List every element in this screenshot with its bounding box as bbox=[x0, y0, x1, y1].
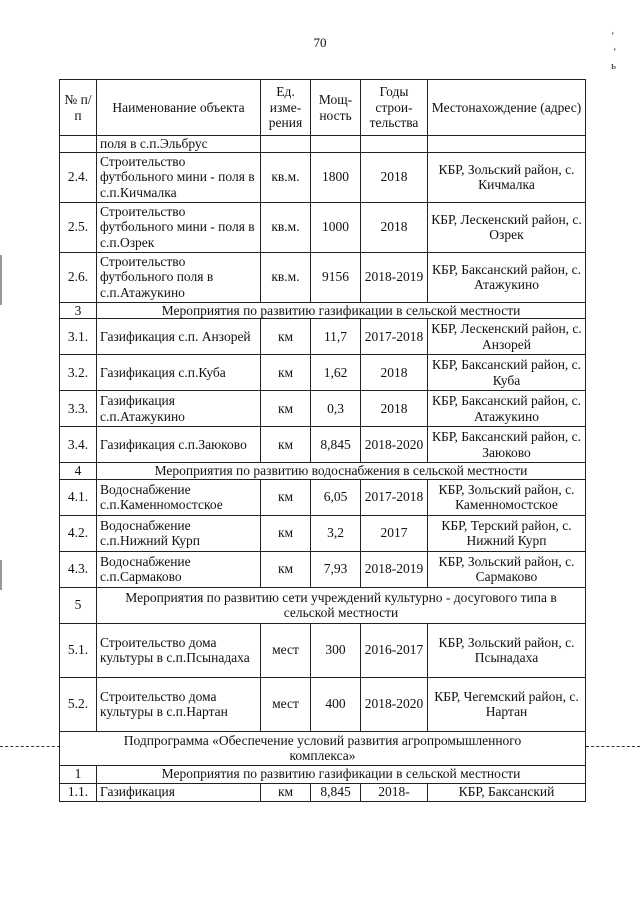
scan-dash-right bbox=[586, 746, 640, 747]
construction-years-cell: 2018-2019 bbox=[361, 551, 428, 587]
table-row bbox=[60, 355, 586, 391]
unit-cell: км bbox=[261, 515, 311, 551]
location-cell: КБР, Лескенский район, с. Анзорей bbox=[428, 319, 586, 355]
scan-dash-left bbox=[0, 746, 60, 747]
section-number-cell: 3 bbox=[60, 302, 97, 319]
object-name-cell: Строительство футбольного мини - поля в с.п.Кичмалка bbox=[97, 152, 261, 202]
row-number-cell: 3.3. bbox=[60, 391, 97, 427]
construction-years-cell: 2016-2017 bbox=[361, 623, 428, 677]
table-row bbox=[60, 136, 586, 153]
object-name-cell: Водоснабжение с.п.Каменномостское bbox=[97, 479, 261, 515]
location-cell: КБР, Зольский район, с. Псынадаха bbox=[428, 623, 586, 677]
location-cell: КБР, Лескенский район, с. Озрек bbox=[428, 202, 586, 252]
row-number-cell: 1.1. bbox=[60, 783, 97, 801]
row-number-cell: 3.1. bbox=[60, 319, 97, 355]
scan-edge-mark bbox=[0, 255, 2, 305]
location-cell: КБР, Баксанский район, с. Куба bbox=[428, 355, 586, 391]
capacity-cell: 400 bbox=[311, 677, 361, 731]
header-num: № п/п bbox=[60, 80, 97, 136]
location-cell: КБР, Зольский район, с. Кичмалка bbox=[428, 152, 586, 202]
capacity-cell: 3,2 bbox=[311, 515, 361, 551]
location-cell: КБР, Зольский район, с. Сармаково bbox=[428, 551, 586, 587]
construction-years-cell: 2017-2018 bbox=[361, 319, 428, 355]
row-number-cell: 5.1. bbox=[60, 623, 97, 677]
section-number-cell: 1 bbox=[60, 765, 97, 783]
unit-cell: км bbox=[261, 427, 311, 463]
row-number-cell bbox=[60, 136, 97, 153]
section-row bbox=[60, 302, 586, 319]
object-name-cell: Водоснабжение с.п.Нижний Курп bbox=[97, 515, 261, 551]
object-name-cell: поля в с.п.Эльбрус bbox=[97, 136, 261, 153]
table-row bbox=[60, 202, 586, 252]
capacity-cell: 9156 bbox=[311, 252, 361, 302]
table-row bbox=[60, 152, 586, 202]
location-cell: КБР, Чегемский район, с. Нартан bbox=[428, 677, 586, 731]
unit-cell: кв.м. bbox=[261, 202, 311, 252]
table-row bbox=[60, 479, 586, 515]
table-row bbox=[60, 319, 586, 355]
object-name-cell: Водоснабжение с.п.Сармаково bbox=[97, 551, 261, 587]
object-name-cell: Строительство дома культуры в с.п.Нартан bbox=[97, 677, 261, 731]
location-cell bbox=[428, 136, 586, 153]
section-title-cell: Мероприятия по развитию сети учреждений культурно - досугового типа в сельской местности bbox=[97, 587, 586, 623]
row-number-cell: 2.6. bbox=[60, 252, 97, 302]
table-row bbox=[60, 677, 586, 731]
section-number-cell: 4 bbox=[60, 463, 97, 480]
location-cell: КБР, Зольский район, с. Каменномостское bbox=[428, 479, 586, 515]
table-row bbox=[60, 515, 586, 551]
section-number-cell: 5 bbox=[60, 587, 97, 623]
capacity-cell: 8,845 bbox=[311, 427, 361, 463]
table-row bbox=[60, 783, 586, 801]
table-row bbox=[60, 252, 586, 302]
location-cell: КБР, Баксанский район, с. Атажукино bbox=[428, 252, 586, 302]
margin-mark: ‘ bbox=[611, 30, 615, 42]
row-number-cell: 5.2. bbox=[60, 677, 97, 731]
capacity-cell: 1800 bbox=[311, 152, 361, 202]
row-number-cell: 2.5. bbox=[60, 202, 97, 252]
section-row bbox=[60, 463, 586, 480]
table-row bbox=[60, 427, 586, 463]
unit-cell: км bbox=[261, 783, 311, 801]
row-number-cell: 3.4. bbox=[60, 427, 97, 463]
object-name-cell: Газификация с.п.Атажукино bbox=[97, 391, 261, 427]
section-row bbox=[60, 765, 586, 783]
construction-years-cell: 2018- bbox=[361, 783, 428, 801]
row-number-cell: 4.2. bbox=[60, 515, 97, 551]
construction-years-cell: 2018-2019 bbox=[361, 252, 428, 302]
margin-mark: ь bbox=[611, 60, 617, 72]
construction-years-cell: 2018-2020 bbox=[361, 427, 428, 463]
construction-years-cell: 2018 bbox=[361, 355, 428, 391]
location-cell: КБР, Терский район, с. Нижний Курп bbox=[428, 515, 586, 551]
subprogram-title-cell: Подпрограмма «Обеспечение условий развития агропромышленного комплекса» bbox=[60, 731, 586, 765]
table-row bbox=[60, 551, 586, 587]
section-title-cell: Мероприятия по развитию газификации в сельской местности bbox=[97, 302, 586, 319]
capacity-cell: 1,62 bbox=[311, 355, 361, 391]
capacity-cell: 7,93 bbox=[311, 551, 361, 587]
section-title-cell: Мероприятия по развитию газификации в сельской местности bbox=[97, 765, 586, 783]
unit-cell: км bbox=[261, 319, 311, 355]
capacity-cell: 1000 bbox=[311, 202, 361, 252]
unit-cell bbox=[261, 136, 311, 153]
construction-years-cell: 2018 bbox=[361, 391, 428, 427]
object-name-cell: Газификация с.п. Анзорей bbox=[97, 319, 261, 355]
table-row bbox=[60, 391, 586, 427]
unit-cell: км bbox=[261, 479, 311, 515]
unit-cell: км bbox=[261, 551, 311, 587]
capacity-cell: 11,7 bbox=[311, 319, 361, 355]
capacity-cell: 300 bbox=[311, 623, 361, 677]
construction-years-cell bbox=[361, 136, 428, 153]
capacity-cell: 8,845 bbox=[311, 783, 361, 801]
section-title-cell: Мероприятия по развитию водоснабжения в сельской местности bbox=[97, 463, 586, 480]
construction-years-cell: 2018 bbox=[361, 202, 428, 252]
construction-years-cell: 2018-2020 bbox=[361, 677, 428, 731]
object-name-cell: Газификация с.п.Куба bbox=[97, 355, 261, 391]
header-location: Местонахождение (адрес) bbox=[428, 80, 586, 136]
location-cell: КБР, Баксанский район, с. Атажукино bbox=[428, 391, 586, 427]
header-name: Наименование объекта bbox=[97, 80, 261, 136]
row-number-cell: 4.3. bbox=[60, 551, 97, 587]
unit-cell: мест bbox=[261, 623, 311, 677]
object-name-cell: Газификация bbox=[97, 783, 261, 801]
table-row bbox=[60, 623, 586, 677]
capacity-cell: 6,05 bbox=[311, 479, 361, 515]
unit-cell: км bbox=[261, 355, 311, 391]
capacity-cell: 0,3 bbox=[311, 391, 361, 427]
subprogram-row bbox=[60, 731, 586, 765]
object-name-cell: Строительство футбольного мини - поля в с.п.Озрек bbox=[97, 202, 261, 252]
unit-cell: кв.м. bbox=[261, 152, 311, 202]
object-name-cell: Строительство дома культуры в с.п.Псынадаха bbox=[97, 623, 261, 677]
object-name-cell: Газификация с.п.Заюково bbox=[97, 427, 261, 463]
header-years: Годы строи-тельства bbox=[361, 80, 428, 136]
row-number-cell: 3.2. bbox=[60, 355, 97, 391]
row-number-cell: 4.1. bbox=[60, 479, 97, 515]
construction-years-cell: 2017-2018 bbox=[361, 479, 428, 515]
unit-cell: кв.м. bbox=[261, 252, 311, 302]
page-number: 70 bbox=[313, 35, 327, 50]
header-unit: Ед. изме-рения bbox=[261, 80, 311, 136]
location-cell: КБР, Баксанский район, с. Заюково bbox=[428, 427, 586, 463]
objects-table bbox=[59, 79, 586, 802]
header-capacity: Мощ-ность bbox=[311, 80, 361, 136]
construction-years-cell: 2018 bbox=[361, 152, 428, 202]
construction-years-cell: 2017 bbox=[361, 515, 428, 551]
unit-cell: км bbox=[261, 391, 311, 427]
margin-mark: ‘ bbox=[613, 46, 617, 58]
object-name-cell: Строительство футбольного поля в с.п.Атажукино bbox=[97, 252, 261, 302]
scan-edge-mark bbox=[0, 560, 2, 590]
section-row bbox=[60, 587, 586, 623]
capacity-cell bbox=[311, 136, 361, 153]
unit-cell: мест bbox=[261, 677, 311, 731]
table-header-row bbox=[60, 80, 586, 136]
row-number-cell: 2.4. bbox=[60, 152, 97, 202]
location-cell: КБР, Баксанский bbox=[428, 783, 586, 801]
